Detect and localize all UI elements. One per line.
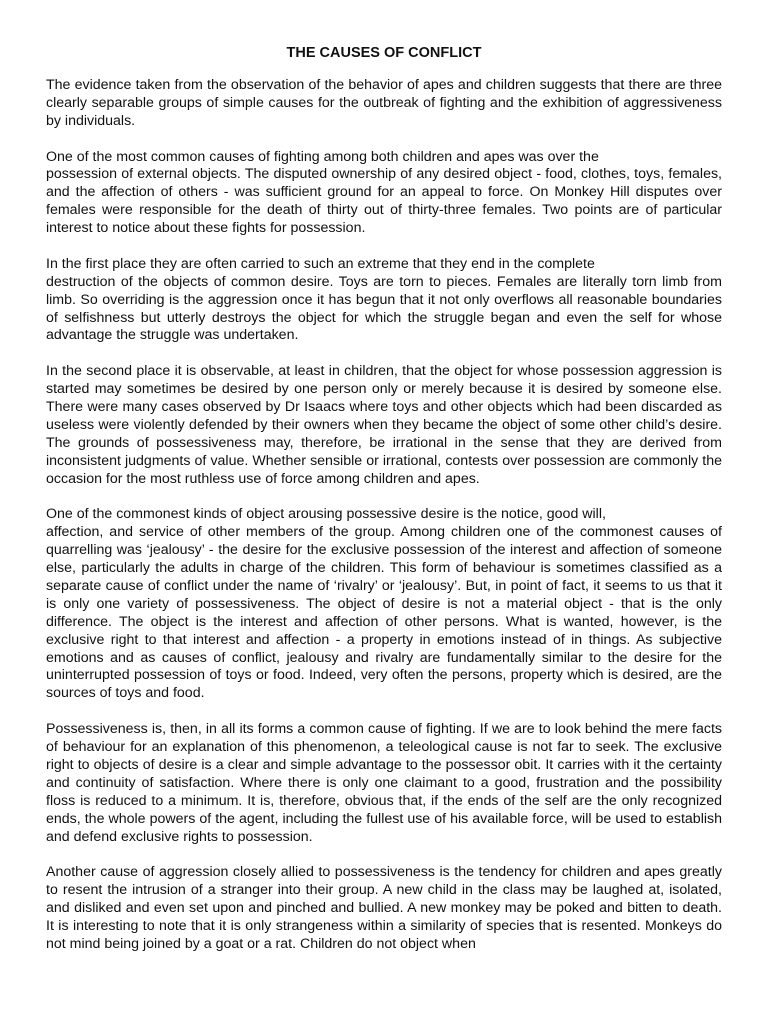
paragraph-1: [46, 77, 722, 131]
paragraph-2-text: possession of external objects. The disputed ownership of any desired object - food, clothes, toys, females, and the affection of others - was sufficient ground for an appeal to force. On Monkey Hill disputes over females were responsible for the death of thirty out of thirty-three females. Two points are of particular interest to notice about these fights for possession.: [46, 166, 722, 237]
paragraph-3-lead: In the first place they are often carried to such an extreme that they end in the complete: [46, 255, 595, 272]
paragraph-1-text: The evidence taken from the observation of the behavior of apes and children suggests that there are three clearly separable groups of simple causes for the outbreak of fighting and the exhibition of aggressiveness by individuals.: [46, 77, 722, 129]
paragraph-5: [46, 506, 722, 703]
paragraph-5-lead: One of the commonest kinds of object arousing possessive desire is the notice, good will,: [46, 506, 606, 523]
paragraph-3: [46, 256, 722, 346]
paragraph-4-text: In the second place it is observable, at least in children, that the object for whose possession aggression is started may sometimes be desired by one person only or merely because it is desired by someone else. There were many cases observed by Dr Isaacs where toys and other objects which had been discarded as useless were violently defended by their owners when they became the object of some other child’s desire. The grounds of possessiveness may, therefore, be irrational in the sense that they are derived from inconsistent judgments of value. Whether sensible or irrational, contests over possession are commonly the occasion for the most ruthless use of force among children and apes.: [46, 363, 722, 487]
paragraph-7: [46, 864, 722, 954]
paragraph-2: [46, 149, 722, 239]
paragraph-4: [46, 363, 722, 488]
paragraph-3-text: destruction of the objects of common desire. Toys are torn to pieces. Females are literally torn limb from limb. So overriding is the aggression once it has begun that it not only overflows all reasonable boundaries of selfishness but utterly destroys the object for which the struggle began and even the self for whose advantage the struggle was undertaken.: [46, 273, 722, 344]
paragraph-6: [46, 721, 722, 846]
document-title: THE CAUSES OF CONFLICT: [286, 45, 482, 61]
paragraph-6-text: Possessiveness is, then, in all its forms a common cause of fighting. If we are to look behind the mere facts of behaviour for an explanation of this phenomenon, a teleological cause is not far to seek. The exclusive right to objects of desire is a clear and simple advantage to the possessor obit. It carries with it the certainty and continuity of satisfaction. Where there is only one claimant to a good, frustration and the possibility floss is reduced to a minimum. It is, therefore, obvious that, if the ends of the self are the only recognized ends, the whole powers of the agent, including the fullest use of his available force, will be used to establish and defend exclusive rights to possession.: [46, 721, 722, 845]
paragraph-5-text: affection, and service of other members of the group. Among children one of the commonest causes of quarrelling was ‘jealousy’ - the desire for the exclusive possession of the interest and affection of someone else, particularly the adults in charge of the children. This form of behaviour is sometimes classified as a separate cause of conflict under the name of ‘rivalry’ or ‘jealousy’. But, in point of fact, it seems to us that it is only one variety of possessiveness. The object of desire is not a material object - that is the only difference. The object is the interest and affection of other persons. What is wanted, however, is the exclusive right to that interest and affection - a property in emotions instead of in things. As subjective emotions and as causes of conflict, jealousy and rivalry are fundamentally similar to the desire for the uninterrupted possession of toys or food. Indeed, very often the persons, property which is desired, are the sources of toys and food.: [46, 524, 722, 702]
document-page: [46, 44, 722, 972]
paragraph-2-lead: One of the most common causes of fighting among both children and apes was over the: [46, 148, 599, 165]
paragraph-7-text: Another cause of aggression closely allied to possessiveness is the tendency for children and apes greatly to resent the intrusion of a stranger into their group. A new child in the class may be laughed at, isolated, and disliked and even set upon and pinched and bullied. A new monkey may be poked and bitten to death. It is interesting to note that it is only strangeness within a similarity of species that is resented. Monkeys do not mind being joined by a goat or a rat. Children do not object when: [46, 864, 722, 952]
